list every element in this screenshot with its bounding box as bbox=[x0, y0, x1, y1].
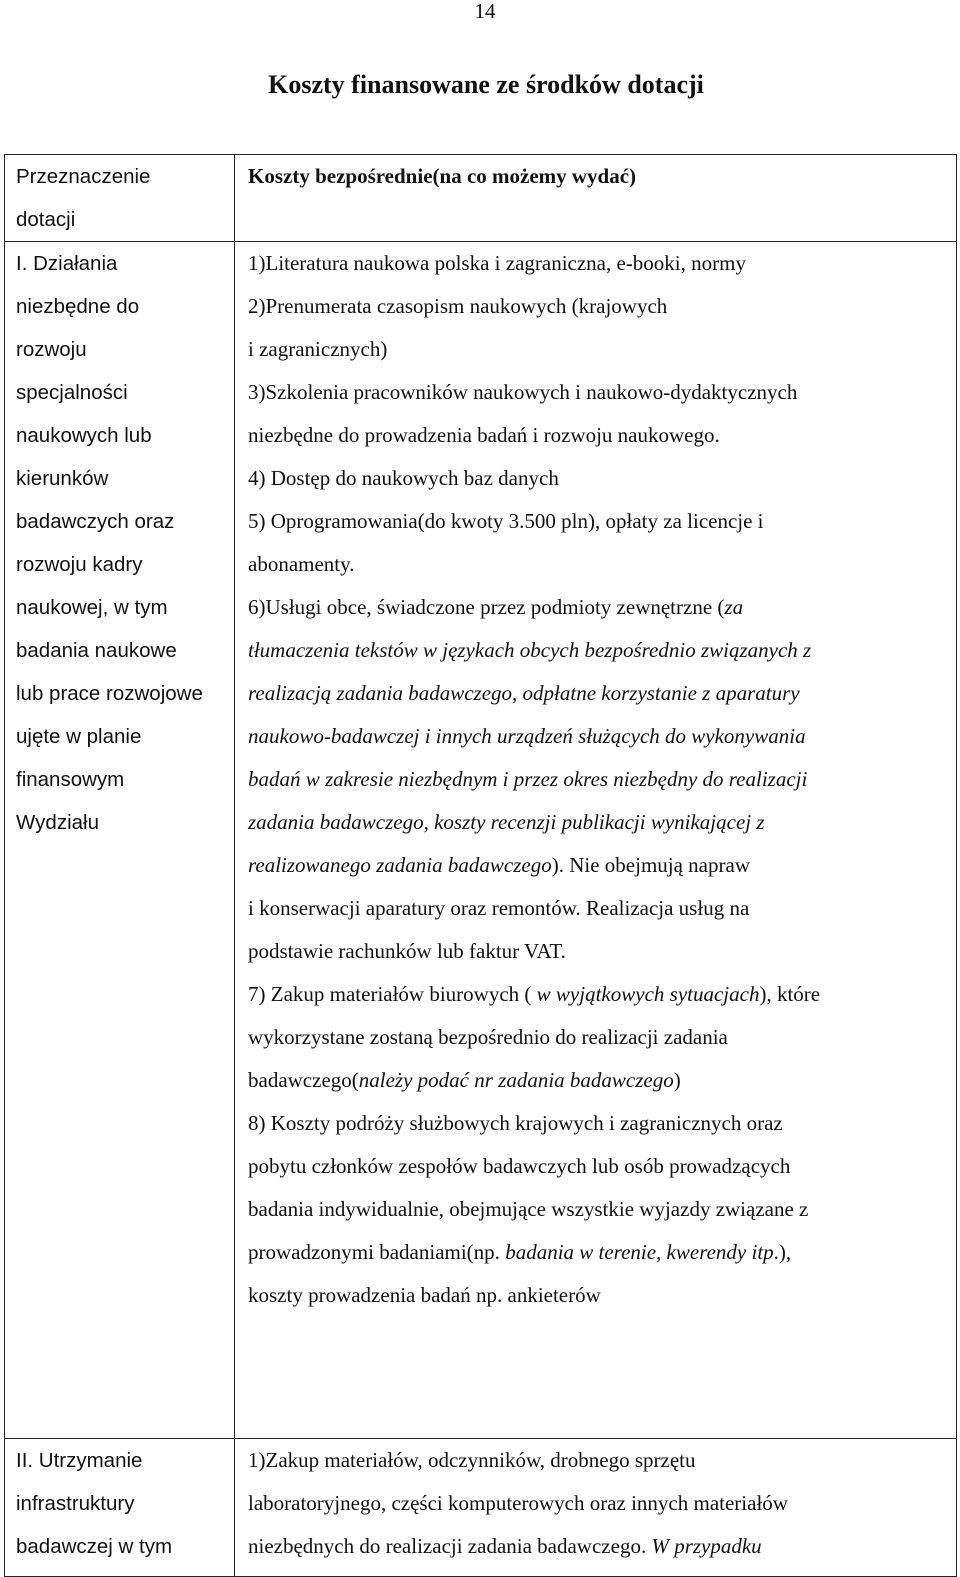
cost-item-services-cont bbox=[248, 629, 950, 672]
row2-purpose-line: II. Utrzymanie bbox=[16, 1449, 143, 1472]
text-run: 7) Zakup materiałów biurowych ( bbox=[248, 982, 537, 1006]
cost-item-services-cont bbox=[248, 715, 950, 758]
cost-item-training: 3)Szkolenia pracowników naukowych i naukowo-dydaktycznych bbox=[248, 380, 798, 404]
cost-item-literature: 1)Literatura naukowa polska i zagraniczna, e-booki, normy bbox=[248, 251, 746, 275]
text-run-italic: tłumaczenia tekstów w językach obcych bezpośrednio związanych z bbox=[248, 638, 812, 662]
costs-table bbox=[4, 154, 957, 1577]
row1-costs-cell bbox=[235, 242, 957, 1439]
row1-purpose-line: rozwoju kadry bbox=[16, 553, 143, 576]
cost-item-travel-cont: badania indywidualnie, obejmujące wszystkie wyjazdy związane z bbox=[248, 1197, 809, 1221]
cost-item-travel-cont bbox=[248, 1231, 950, 1274]
text-run: niezbędnych do realizacji zadania badawczego. bbox=[248, 1534, 652, 1558]
table-row bbox=[5, 242, 957, 1439]
cost-item-travel: 8) Koszty podróży służbowych krajowych i zagranicznych oraz bbox=[248, 1111, 783, 1135]
cost-item-materials-cont: laboratoryjnego, części komputerowych oraz innych materiałów bbox=[248, 1491, 788, 1515]
row1-purpose-line: finansowym bbox=[16, 768, 125, 791]
text-run-italic: realizacją zadania badawczego, odpłatne korzystanie z aparatury bbox=[248, 681, 800, 705]
cost-item-services-cont bbox=[248, 844, 950, 887]
row1-purpose-line: badawczych oraz bbox=[16, 510, 175, 533]
row1-purpose-line: naukowej, w tym bbox=[16, 596, 168, 619]
header-costs-cell bbox=[235, 155, 957, 242]
text-run: .), bbox=[773, 1240, 792, 1264]
text-run: ). Nie obejmują napraw bbox=[551, 853, 750, 877]
cost-item-services-cont bbox=[248, 758, 950, 801]
row1-purpose-line: niezbędne do bbox=[16, 295, 140, 318]
cost-item-travel-cont: koszty prowadzenia badań np. ankieterów bbox=[248, 1283, 601, 1307]
text-run-italic: w wyjątkowych sytuacjach bbox=[536, 982, 760, 1006]
row2-purpose-cell bbox=[5, 1439, 235, 1577]
text-run-italic: W przypadku bbox=[651, 1534, 762, 1558]
cost-item-materials-cont bbox=[248, 1525, 950, 1568]
row1-purpose-line: specjalności bbox=[16, 381, 128, 404]
page-title: Koszty finansowane ze środków dotacji bbox=[268, 70, 704, 99]
row1-purpose-line: ujęte w planie bbox=[16, 725, 142, 748]
text-run: ), które bbox=[759, 982, 821, 1006]
cost-item-subscriptions: 2)Prenumerata czasopism naukowych (krajowych bbox=[248, 294, 668, 318]
cost-item-services-cont: podstawie rachunków lub faktur VAT. bbox=[248, 939, 566, 963]
text-run-italic: naukowo-badawczej i innych urządzeń służących do wykonywania bbox=[248, 724, 806, 748]
text-run: badawczego( bbox=[248, 1068, 359, 1092]
cost-item-training-cont: niezbędne do prowadzenia badań i rozwoju naukowego. bbox=[248, 423, 720, 447]
cost-item-materials: 1)Zakup materiałów, odczynników, drobnego sprzętu bbox=[248, 1448, 696, 1472]
row1-purpose-line: Wydziału bbox=[16, 811, 99, 834]
cost-item-databases: 4) Dostęp do naukowych baz danych bbox=[248, 466, 559, 490]
table-row bbox=[5, 1439, 957, 1577]
text-run: ) bbox=[673, 1068, 681, 1092]
cost-item-office-supplies-cont bbox=[248, 1059, 950, 1102]
text-run: 6)Usługi obce, świadczone przez podmioty zewnętrzne ( bbox=[248, 595, 725, 619]
header-purpose-line-2: dotacji bbox=[16, 208, 76, 231]
row1-purpose-line: I. Działania bbox=[16, 252, 118, 275]
cost-item-software-cont: abonamenty. bbox=[248, 552, 355, 576]
header-costs-label: Koszty bezpośrednie(na co możemy wydać) bbox=[248, 164, 637, 188]
page-number: 14 bbox=[474, 0, 496, 23]
cost-item-services-cont: i konserwacji aparatury oraz remontów. Realizacja usług na bbox=[248, 896, 750, 920]
row1-purpose-cell bbox=[5, 242, 235, 1439]
row2-purpose-line: infrastruktury bbox=[16, 1492, 135, 1515]
text-run-italic: należy podać nr zadania badawczego bbox=[358, 1068, 674, 1092]
text-run-italic: realizowanego zadania badawczego bbox=[248, 853, 552, 877]
cost-item-travel-cont: pobytu członków zespołów badawczych lub osób prowadzących bbox=[248, 1154, 791, 1178]
row1-purpose-line: naukowych lub bbox=[16, 424, 152, 447]
table-header-row bbox=[5, 155, 957, 242]
text-run-italic: za bbox=[724, 595, 744, 619]
text-run-italic: badania w terenie, kwerendy itp bbox=[505, 1240, 774, 1264]
row1-purpose-line: kierunków bbox=[16, 467, 109, 490]
cost-item-software: 5) Oprogramowania(do kwoty 3.500 pln), opłaty za licencje i bbox=[248, 509, 764, 533]
text-run-italic: badań w zakresie niezbędnym i przez okres niezbędny do realizacji bbox=[248, 767, 808, 791]
row1-purpose-line: rozwoju bbox=[16, 338, 87, 361]
cost-item-services-cont bbox=[248, 801, 950, 844]
cost-item-office-supplies-cont: wykorzystane zostaną bezpośrednio do realizacji zadania bbox=[248, 1025, 728, 1049]
row1-purpose-line: lub prace rozwojowe bbox=[16, 682, 203, 705]
row2-purpose-line: badawczej w tym bbox=[16, 1535, 173, 1558]
text-run-italic: zadania badawczego, koszty recenzji publikacji wynikającej z bbox=[248, 810, 765, 834]
cost-item-services-cont bbox=[248, 672, 950, 715]
cost-item-office-supplies bbox=[248, 973, 950, 1016]
text-run: prowadzonymi badaniami(np. bbox=[248, 1240, 506, 1264]
header-purpose-cell bbox=[5, 155, 235, 242]
cost-item-subscriptions-cont: i zagranicznych) bbox=[248, 337, 388, 361]
cost-item-services bbox=[248, 586, 950, 629]
header-purpose-line-1: Przeznaczenie bbox=[16, 165, 151, 188]
row2-costs-cell bbox=[235, 1439, 957, 1577]
row1-purpose-line: badania naukowe bbox=[16, 639, 177, 662]
